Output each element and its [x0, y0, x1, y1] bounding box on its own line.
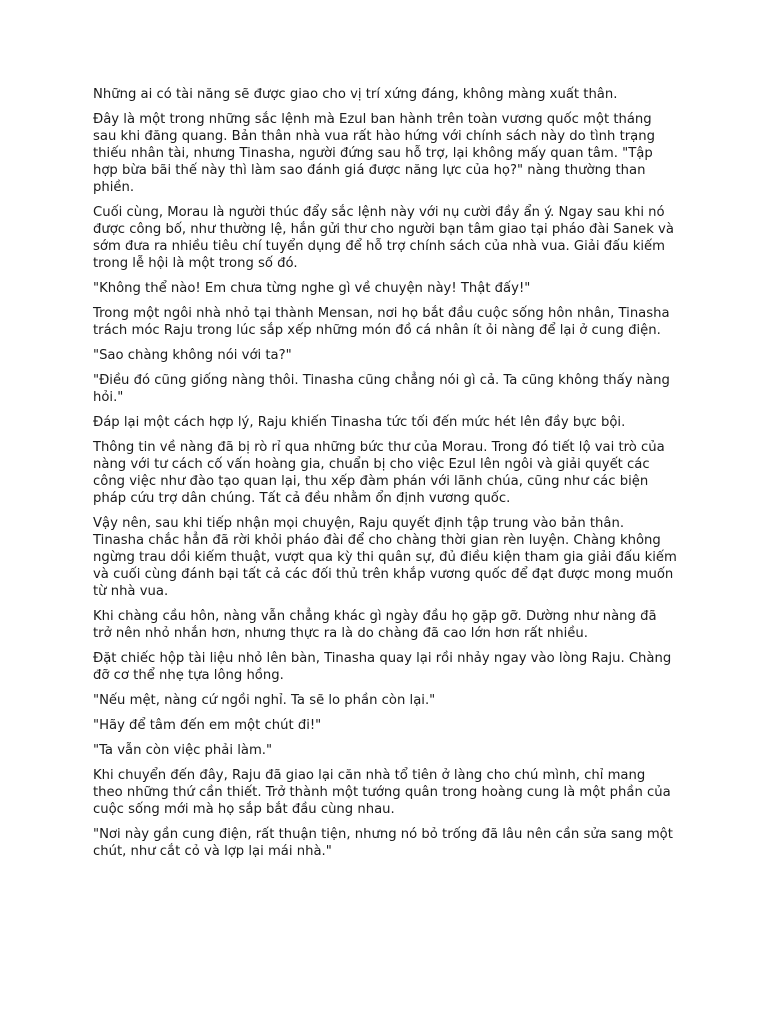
- paragraph: "Ta vẫn còn việc phải làm.": [93, 743, 273, 758]
- paragraph: Trong một ngôi nhà nhỏ tại thành Mensan, nơi họ bắt đầu cuộc sống hôn nhân, Tinasha trách móc Raju trong lúc sắp xếp những món đồ cá nhân ít ỏi nàng để lại ở cung điện.: [93, 306, 670, 338]
- paragraph: "Nơi này gần cung điện, rất thuận tiện, nhưng nó bỏ trống đã lâu nên cần sửa sang một chút, như cắt cỏ và lợp lại mái nhà.": [93, 827, 673, 859]
- paragraph: "Nếu mệt, nàng cứ ngồi nghỉ. Ta sẽ lo phần còn lại.": [93, 693, 436, 708]
- paragraph: Những ai có tài năng sẽ được giao cho vị trí xứng đáng, không màng xuất thân.: [93, 87, 618, 102]
- paragraph: Đây là một trong những sắc lệnh mà Ezul ban hành trên toàn vương quốc một tháng sau khi đăng quang. Bản thân nhà vua rất hào hứng với chính sách này do tình trạng thiếu nhân tài, nhưng Tinasha, người đứng sau hỗ trợ, lại không mấy quan tâm. "Tập hợp bừa bãi thế này thì làm sao đánh giá được năng lực của họ?" nàng thường than phiền.: [93, 112, 655, 195]
- paragraph: Đặt chiếc hộp tài liệu nhỏ lên bàn, Tinasha quay lại rồi nhảy ngay vào lòng Raju. Chàng đỡ cơ thể nhẹ tựa lông hồng.: [93, 651, 672, 683]
- paragraph: Vậy nên, sau khi tiếp nhận mọi chuyện, Raju quyết định tập trung vào bản thân. Tinasha chắc hẳn đã rời khỏi pháo đài để cho chàng thời gian rèn luyện. Chàng không ngừng trau dồi kiếm thuật, vượt qua kỳ thi quân sự, đủ điều kiện tham gia giải đấu kiếm và cuối cùng đánh bại tất cả các đối thủ trên khắp vương quốc để đạt được mong muốn từ nhà vua.: [93, 516, 677, 599]
- paragraph: "Không thể nào! Em chưa từng nghe gì về chuyện này! Thật đấy!": [93, 281, 531, 296]
- paragraph: Thông tin về nàng đã bị rò rỉ qua những bức thư của Morau. Trong đó tiết lộ vai trò của nàng với tư cách cố vấn hoàng gia, chuẩn bị cho việc Ezul lên ngôi và giải quyết các công việc như đào tạo quan lại, thu xếp đàm phán với lãnh chúa, cũng như các biện pháp cứu trợ dân chúng. Tất cả đều nhằm ổn định vương quốc.: [93, 440, 665, 506]
- paragraph: Khi chuyển đến đây, Raju đã giao lại căn nhà tổ tiên ở làng cho chú mình, chỉ mang theo những thứ cần thiết. Trở thành một tướng quân trong hoàng cung là một phần của cuộc sống mới mà họ sắp bắt đầu cùng nhau.: [93, 768, 671, 817]
- paragraph: "Sao chàng không nói với ta?": [93, 348, 292, 363]
- paragraph: "Hãy để tâm đến em một chút đi!": [93, 718, 322, 733]
- paragraph: Đáp lại một cách hợp lý, Raju khiến Tinasha tức tối đến mức hét lên đầy bực bội.: [93, 415, 626, 430]
- paragraph: "Điều đó cũng giống nàng thôi. Tinasha cũng chẳng nói gì cả. Ta cũng không thấy nàng hỏi.": [93, 373, 670, 405]
- document-body: [93, 86, 679, 868]
- paragraph: Khi chàng cầu hôn, nàng vẫn chẳng khác gì ngày đầu họ gặp gỡ. Dường như nàng đã trở nên nhỏ nhắn hơn, nhưng thực ra là do chàng đã cao lớn hơn rất nhiều.: [93, 609, 657, 641]
- paragraph: Cuối cùng, Morau là người thúc đẩy sắc lệnh này với nụ cười đầy ẩn ý. Ngay sau khi nó được công bố, như thường lệ, hắn gửi thư cho người bạn tâm giao tại pháo đài Sanek và sớm đưa ra nhiều tiêu chí tuyển dụng để hỗ trợ chính sách của nhà vua. Giải đấu kiếm trong lễ hội là một trong số đó.: [93, 205, 674, 271]
